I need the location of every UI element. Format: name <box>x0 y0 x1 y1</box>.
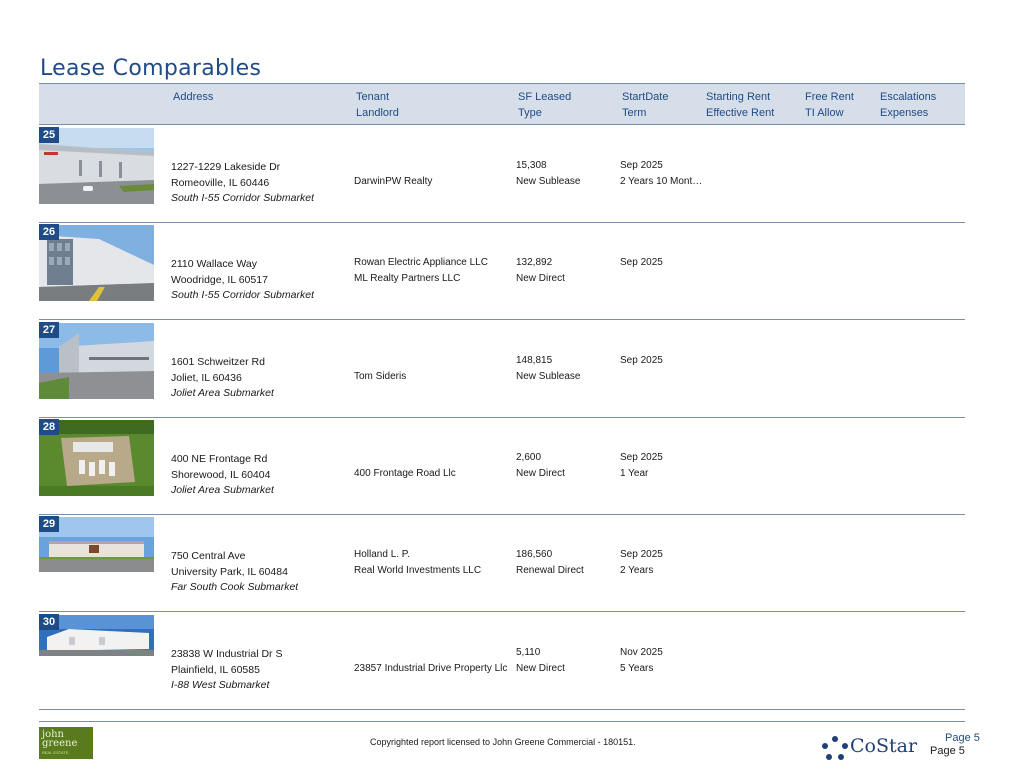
page-number-secondary: Page 5 <box>930 745 965 757</box>
sf-type-cell: 2,600 New Direct <box>516 452 565 479</box>
sf-type-cell: 132,892 New Direct <box>516 257 565 284</box>
table-row <box>39 222 965 320</box>
table-row <box>39 612 965 710</box>
table-row <box>39 320 965 418</box>
table-row <box>39 417 965 515</box>
address-cell: 1601 Schweitzer Rd Joliet, IL 60436 Joliet Area Submarket <box>171 356 274 399</box>
start-term-cell: Sep 2025 2 Years 10 Mont… <box>620 160 702 187</box>
start-term-cell: Sep 2025 <box>620 257 663 268</box>
sf-type-cell: 5,110 New Direct <box>516 647 565 674</box>
row-number: 28 <box>39 419 59 435</box>
address-cell: 750 Central Ave University Park, IL 60484 Far South Cook Submarket <box>171 550 299 593</box>
start-term-cell: Nov 2025 5 Years <box>620 647 663 674</box>
row-number: 30 <box>39 614 59 630</box>
header-rent: Starting Rent Effective Rent <box>706 91 775 119</box>
start-term-cell: Sep 2025 2 Years <box>620 549 663 576</box>
start-term-cell: Sep 2025 <box>620 355 663 366</box>
table-header <box>39 83 965 125</box>
costar-star-icon <box>822 736 848 760</box>
row-number: 26 <box>39 224 59 240</box>
row-number: 29 <box>39 516 59 532</box>
copyright-text: Copyrighted report licensed to John Greene Commercial - 180151. <box>370 737 636 747</box>
row-number: 25 <box>39 127 59 143</box>
page-title: Lease Comparables <box>40 56 262 81</box>
tenant-landlord-cell: 23857 Industrial Drive Property Llc <box>354 662 508 674</box>
header-sf-type: SF Leased Type <box>518 91 572 119</box>
sf-type-cell: 186,560 Renewal Direct <box>516 549 584 576</box>
sf-type-cell: 148,815 New Sublease <box>516 355 581 382</box>
address-cell: 400 NE Frontage Rd Shorewood, IL 60404 Joliet Area Submarket <box>171 453 274 496</box>
table-row <box>39 125 965 223</box>
address-cell: 1227-1229 Lakeside Dr Romeoville, IL 60446 South I-55 Corridor Submarket <box>171 161 314 204</box>
tenant-landlord-cell: DarwinPW Realty <box>354 175 433 187</box>
header-escalations-expenses: Escalations Expenses <box>880 91 937 119</box>
tenant-landlord-cell: Tom Sideris <box>354 370 407 382</box>
header-start-term: StartDate Term <box>622 91 669 119</box>
tenant-landlord-cell: Holland L. P. Real World Investments LLC <box>354 549 482 576</box>
sf-type-cell: 15,308 New Sublease <box>516 160 581 187</box>
table-row <box>39 514 965 612</box>
footer-divider <box>39 721 965 722</box>
start-term-cell: Sep 2025 1 Year <box>620 452 663 479</box>
row-number: 27 <box>39 322 59 338</box>
header-free-rent-ti: Free Rent TI Allow <box>805 91 854 119</box>
address-cell: 2110 Wallace Way Woodridge, IL 60517 South I-55 Corridor Submarket <box>171 258 314 301</box>
costar-logo-text: CoStar <box>850 735 918 757</box>
header-address: Address <box>173 91 214 103</box>
address-cell: 23838 W Industrial Dr S Plainfield, IL 60585 I-88 West Submarket <box>171 648 283 691</box>
john-greene-logo: john greene REAL ESTATE <box>39 727 93 759</box>
page-number: Page 5 <box>945 732 980 744</box>
tenant-landlord-cell: 400 Frontage Road Llc <box>354 467 456 479</box>
header-tenant-landlord: Tenant Landlord <box>356 91 399 119</box>
tenant-landlord-cell: Rowan Electric Appliance LLC ML Realty Partners LLC <box>354 257 488 284</box>
